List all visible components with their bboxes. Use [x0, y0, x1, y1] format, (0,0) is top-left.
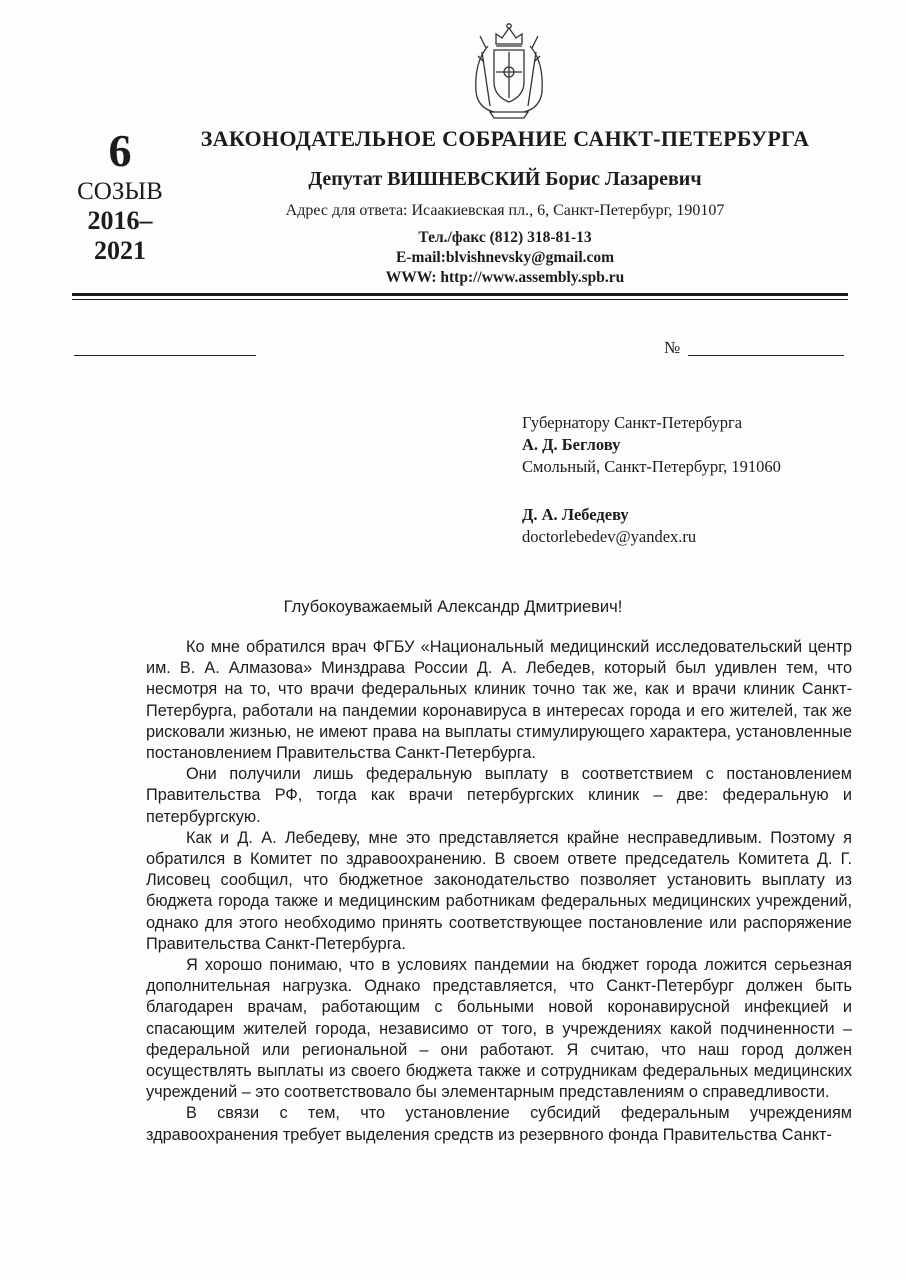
addressee-doctor-name: Д. А. Лебедеву	[522, 505, 629, 524]
coat-of-arms-emblem	[466, 22, 552, 120]
body-paragraph: Как и Д. А. Лебедеву, мне это представляется крайне несправедливым. Поэтому я обратился в Комитет по здравоохранению. В своем ответе председатель Комитета Д. Г. Лисовец сообщил, что бюджетное законодательство позволяет установить выплату из бюджета города также и медицинским работникам федеральных медицинских учреждений, однако для этого необходимо принять соответствующее постановление или распоряжение Правительства Санкт-Петербурга.	[146, 828, 852, 953]
number-sign: №	[664, 338, 681, 357]
deputy-name: Депутат ВИШНЕВСКИЙ Борис Лазаревич	[308, 168, 702, 190]
salutation: Глубокоуважаемый Александр Дмитриевич!	[283, 598, 623, 616]
organization-name: ЗАКОНОДАТЕЛЬНОЕ СОБРАНИЕ САНКТ-ПЕТЕРБУРГА	[200, 126, 810, 151]
addressee-governor-address: Смольный, Санкт-Петербург, 191060	[522, 457, 781, 476]
header-divider-thick	[72, 293, 848, 296]
convocation-block	[70, 126, 170, 266]
header-divider-thin	[72, 299, 848, 300]
convocation-years-end: 2021	[94, 236, 146, 265]
convocation-label: СОЗЫВ	[77, 178, 163, 205]
letterhead	[180, 124, 830, 288]
website: WWW: http://www.assembly.spb.ru	[385, 269, 625, 286]
addressee-doctor-email: doctorlebedev@yandex.ru	[522, 527, 697, 546]
phone-fax: Тел./факс (812) 318-81-13	[418, 229, 592, 246]
body-paragraph: Они получили лишь федеральную выплату в соответствием с постановлением Правительства РФ, тогда как врачи петербургских клиник – две: федеральную и петербургскую.	[146, 765, 852, 826]
body-paragraph: В связи с тем, что установление субсидий федеральным учреждениям здравоохранения требует выделения средств из резервного фонда Правительства Санкт-	[146, 1104, 852, 1144]
body-paragraph: Я хорошо понимаю, что в условиях пандемии на бюджет города ложится серьезная дополнительная нагрузка. Однако представляется, что Санкт-Петербург должен быть благодарен врачам, работающим с больными новой коронавирусной инфекцией и спасающим жителей города, независимо от того, в учреждениях какой подчиненности – федеральной или региональной – они работают. Я считаю, что наш город должен осуществлять выплаты из своего бюджета также и сотрудникам федеральных медицинских учреждений – это соответствовало бы элементарным представлениям о справедливости.	[146, 956, 852, 1102]
convocation-years-start: 2016–	[87, 206, 153, 235]
outgoing-number-line	[688, 355, 844, 356]
addressee-governor-title: Губернатору Санкт-Петербурга	[522, 413, 743, 432]
email-address: E-mail:blvishnevsky@gmail.com	[395, 249, 615, 266]
addressee-governor-name: А. Д. Беглову	[522, 435, 621, 454]
letter-body	[146, 637, 852, 1146]
contacts-block	[180, 228, 830, 288]
outgoing-date-line	[74, 355, 256, 356]
body-paragraph: Ко мне обратился врач ФГБУ «Национальный медицинский исследовательский центр им. В. А. Алмазова» Минздрава России Д. А. Лебедев, который был удивлен тем, что несмотря на то, что врачи федеральных клиник точно так же, как и врачи клиник Санкт-Петербурга, работали на пандемии коронавируса в интересах города и его жителей, так же рисковали жизнью, не имеют права на выплаты стимулирующего характера, установленные постановлением Правительства Санкт-Петербурга.	[146, 638, 852, 763]
addressee-block	[522, 412, 862, 548]
convocation-number: 6	[108, 125, 132, 176]
reply-address: Адрес для ответа: Исаакиевская пл., 6, Санкт-Петербург, 190107	[285, 202, 725, 219]
